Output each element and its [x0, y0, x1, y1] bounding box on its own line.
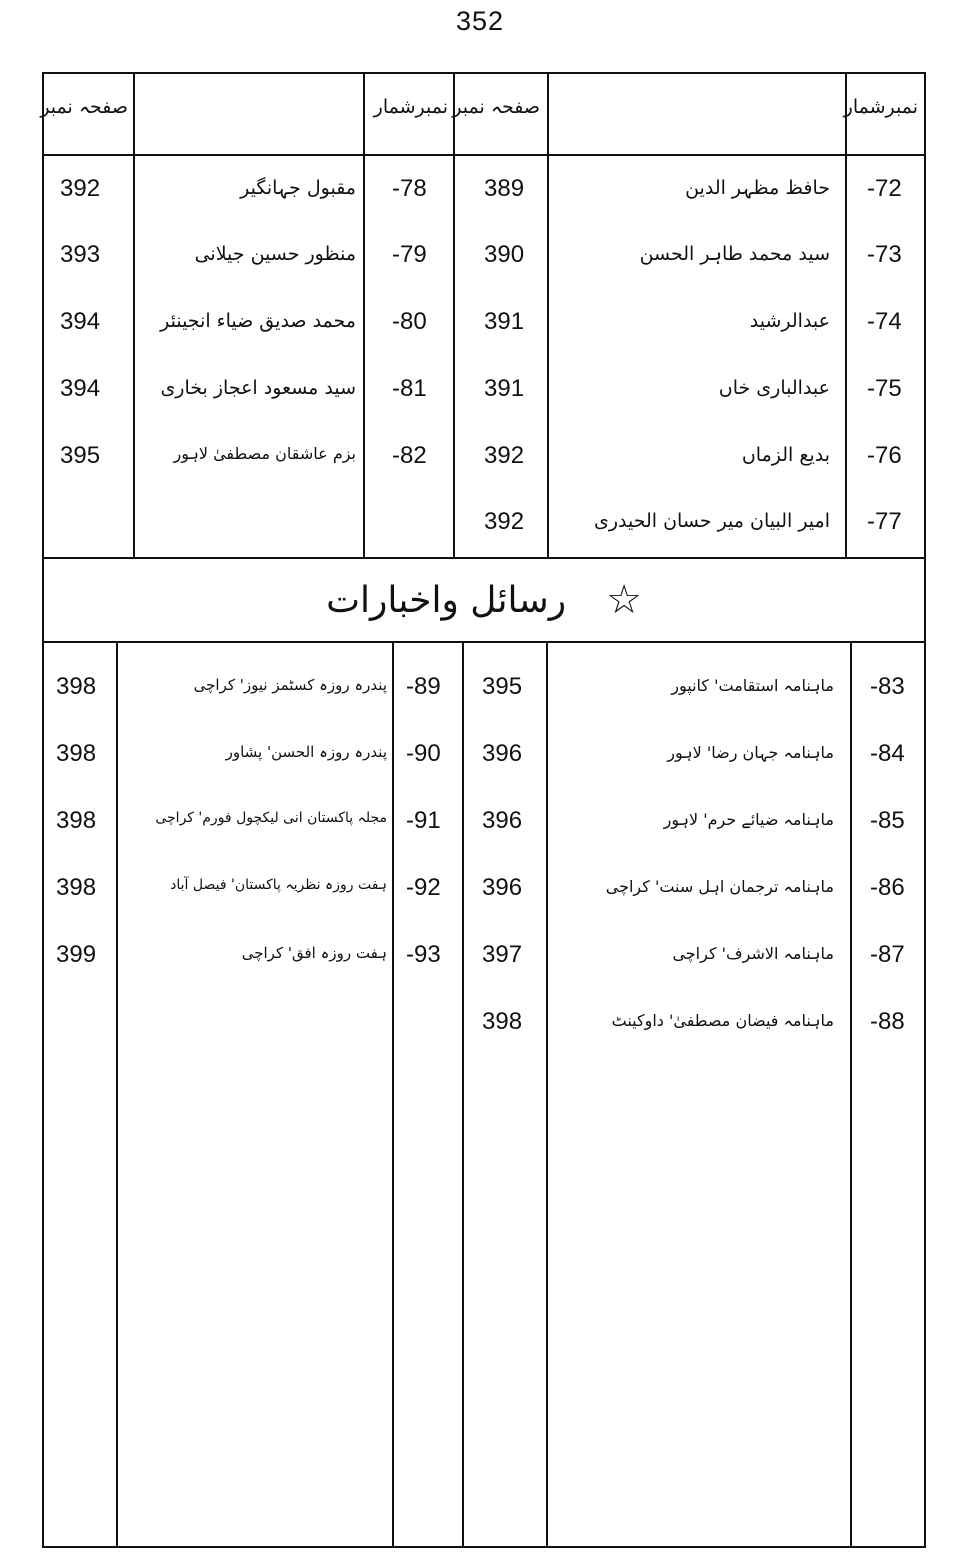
header-rule — [44, 154, 925, 156]
column-divider — [850, 642, 852, 1547]
entry-name: ماہنامہ ترجمان اہل سنت' کراچی — [605, 877, 834, 896]
page-ref: 396 — [482, 874, 523, 901]
column-divider — [546, 642, 548, 1547]
header-page: صفحہ نمبر — [40, 96, 128, 118]
column-divider — [116, 642, 118, 1547]
serial-number: -77 — [867, 508, 902, 535]
serial-number: -83 — [870, 673, 905, 700]
entry-name: سید محمد طاہر الحسن — [639, 243, 830, 265]
section-heading — [44, 560, 924, 640]
page-ref: 389 — [484, 175, 525, 202]
entry-name: مقبول جہانگیر — [240, 177, 356, 199]
entry-name: مجلہ پاکستان انی لیکچول فورم' کراچی — [155, 810, 387, 826]
serial-number: -88 — [870, 1008, 905, 1035]
page-ref: 394 — [60, 375, 101, 402]
page-ref: 398 — [56, 874, 97, 901]
section-rule — [44, 641, 925, 643]
entry-name: ہفت روزہ افق' کراچی — [241, 944, 387, 962]
entry-name: سید مسعود اعجاز بخاری — [160, 377, 356, 399]
page-ref: 398 — [56, 807, 97, 834]
serial-number: -89 — [406, 673, 441, 700]
entry-name: پندرہ روزہ کسٹمز نیوز' کراچی — [193, 676, 387, 694]
serial-number: -74 — [867, 308, 902, 335]
page-ref: 397 — [482, 941, 523, 968]
page-ref: 398 — [56, 740, 97, 767]
serial-number: -75 — [867, 375, 902, 402]
column-divider — [363, 73, 365, 557]
page-ref: 390 — [484, 241, 525, 268]
serial-number: -92 — [406, 874, 441, 901]
entry-name: ماہنامہ ضیائے حرم' لاہور — [663, 810, 834, 829]
serial-number: -80 — [392, 308, 427, 335]
header-serial: نمبرشمار — [843, 96, 918, 118]
entry-name: عبدالباری خاں — [718, 377, 830, 399]
page-ref: 398 — [56, 673, 97, 700]
entry-name: عبدالرشید — [749, 310, 830, 332]
section-rule — [44, 557, 925, 559]
serial-number: -86 — [870, 874, 905, 901]
page-ref: 399 — [56, 941, 97, 968]
serial-number: -87 — [870, 941, 905, 968]
entry-name: پندرہ روزہ الحسن' پشاور — [225, 743, 387, 761]
section-heading-text: رسائل واخبارات — [326, 579, 567, 621]
page-ref: 396 — [482, 807, 523, 834]
entry-name: ماہنامہ فیضان مصطفیٰ' داوکینٹ — [611, 1011, 834, 1030]
page-ref: 391 — [484, 375, 525, 402]
serial-number: -81 — [392, 375, 427, 402]
page-ref: 394 — [60, 308, 101, 335]
column-divider — [133, 73, 135, 557]
entry-name: ماہنامہ الاشرف' کراچی — [672, 944, 834, 963]
entry-name: ماہنامہ استقامت' کانپور — [671, 676, 834, 695]
serial-number: -90 — [406, 740, 441, 767]
header-serial: نمبرشمار — [373, 96, 448, 118]
serial-number: -76 — [867, 442, 902, 469]
page-ref: 395 — [60, 442, 101, 469]
header-page: صفحہ نمبر — [452, 96, 540, 118]
star-icon: ☆ — [606, 577, 642, 623]
serial-number: -78 — [392, 175, 427, 202]
entry-name: امیر البیان میر حسان الحیدری — [593, 510, 830, 532]
entry-name: ماہنامہ جہان رضا' لاہور — [667, 743, 834, 762]
serial-number: -84 — [870, 740, 905, 767]
serial-number: -79 — [392, 241, 427, 268]
page-ref: 398 — [482, 1008, 523, 1035]
entry-name: بزم عاشقان مصطفیٰ لاہور — [173, 444, 356, 463]
column-divider — [392, 642, 394, 1547]
page-number: 352 — [455, 6, 505, 36]
entry-name: منظور حسین جیلانی — [194, 243, 356, 265]
page-ref: 392 — [484, 508, 525, 535]
serial-number: -73 — [867, 241, 902, 268]
page-ref: 396 — [482, 740, 523, 767]
page-ref: 393 — [60, 241, 101, 268]
entry-name: حافظ مظہر الدین — [685, 177, 830, 199]
serial-number: -93 — [406, 941, 441, 968]
page-ref: 391 — [484, 308, 525, 335]
column-divider — [845, 73, 847, 557]
page-ref: 395 — [482, 673, 523, 700]
page-ref: 392 — [60, 175, 101, 202]
column-divider — [462, 642, 464, 1547]
column-divider — [547, 73, 549, 557]
serial-number: -72 — [867, 175, 902, 202]
serial-number: -85 — [870, 807, 905, 834]
entry-name: بدیع الزماں — [741, 444, 830, 466]
page-ref: 392 — [484, 442, 525, 469]
entry-name: محمد صدیق ضیاء انجینئر — [160, 310, 356, 332]
serial-number: -91 — [406, 807, 441, 834]
serial-number: -82 — [392, 442, 427, 469]
column-divider — [453, 73, 455, 557]
entry-name: ہفت روزہ نظریہ پاکستان' فیصل آباد — [170, 877, 387, 893]
